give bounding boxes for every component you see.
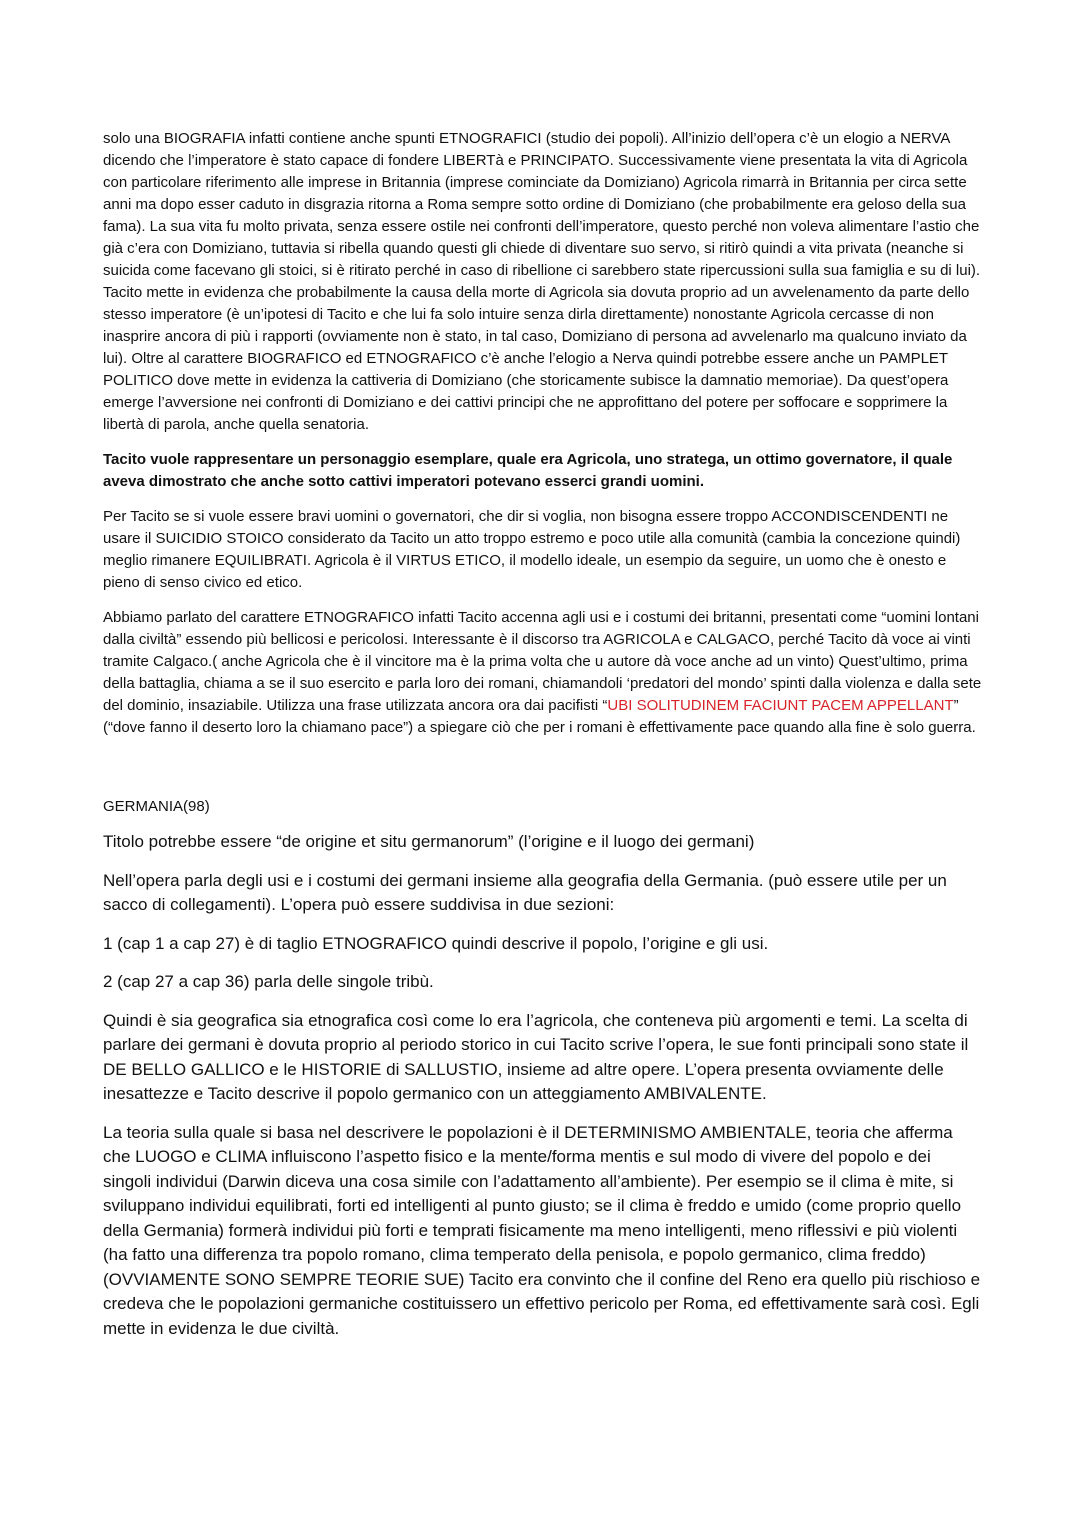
section-heading-germania: GERMANIA(98) [103,798,210,815]
list-item-section-1: 1 (cap 1 a cap 27) è di taglio ETNOGRAFICO quindi descrive il popolo, l’origine e gli usi. [103,933,769,953]
paragraph-text-after-quote: ” (“dove fanno il deserto loro la chiamano pace”) a spiegare ciò che per i romani è effettivamente pace quando alla fine è solo guerra. [103,697,976,736]
paragraph-ethnographic-calgaco [103,607,983,739]
paragraph-determinism: La teoria sulla quale si basa nel descrivere le popolazioni è il DETERMINISMO AMBIENTALE, teoria che afferma che LUOGO e CLIMA influiscono l’aspetto fisico e la mente/forma mentis e sul modo di vivere del popolo e dei singoli individui (Darwin diceva una cosa simile con l’adattamento all’ambiente). Per esempio se il clima è mite, si sviluppano individui equilibrati, forti ed intelligenti al punto giusto; se il clima è freddo e umido (come proprio quello della Germania) formerà individui più forti e temprati fisicamente ma meno intelligenti, meno riflessivi e più violenti (ha fatto una differenza tra popolo romano, clima temperato della penisola, e popolo germanico, clima freddo) (OVVIAMENTE SONO SEMPRE TEORIE SUE) Tacito era convinto che il confine del Reno era quello più rischioso e credeva che le popolazioni germaniche costituissero un effettivo pericolo per Roma, ed effettivamente sarà così. Egli mette in evidenza le due civiltà. [103,1122,981,1338]
paragraph-exemplary-figure: Tacito vuole rappresentare un personaggio esemplare, quale era Agricola, uno stratega, un ottimo governatore, il quale aveva dimostrato che anche sotto cattivi imperatori potevano esserci grandi uomini. [103,451,953,490]
paragraph-title: Titolo potrebbe essere “de origine et situ germanorum” (l’origine e il luogo dei germani) [103,832,755,851]
paragraph-text-before-quote: Abbiamo parlato del carattere ETNOGRAFICO infatti Tacito accenna agli usi e i costumi dei britanni, presentati come “uomini lontani dalla civiltà” essendo più bellicosi e pericolosi. Interessante è il discorso tra AGRICOLA e CALGACO, perché Tacito dà voce ai vinti tramite Calgaco.( anche Agricola che è il vincitore ma è la prima volta che u autore dà voce anche ad un vinto) Quest’ultimo, prima della battaglia, chiama a se il suo esercito e parla loro dei romani, chiamandoli ‘predatori del mondo’ spinti dalla violenza e dalla sete del dominio, insaziabile. Utilizza una frase utilizzata ancora ora dai pacifisti “ [103,609,982,714]
paragraph-sources: Quindi è sia geografica sia etnografica così come lo era l’agricola, che conteneva più argomenti e temi. La scelta di parlare dei germani è dovuta proprio al periodo storico in cui Tacito scrive l’opera, le sue fonti principali sono state il DE BELLO GALLICO e le HISTORIE di SALLUSTIO, insieme ad altre opere. L’opera presenta ovviamente delle inesattezze e Tacito descrive il popolo germanico con un atteggiamento AMBIVALENTE. [103,1010,969,1103]
paragraph-agricola-intro: solo una BIOGRAFIA infatti contiene anche spunti ETNOGRAFICI (studio dei popoli). All’inizio dell’opera c’è un elogio a NERVA dicendo che l’imperatore è stato capace di fondere LIBERTà e PRINCIPATO. Successivamente viene presentata la vita di Agricola con particolare riferimento alle imprese in Britannia (imprese cominciate da Domiziano) Agricola rimarrà in Britannia per circa sette anni ma dopo esser caduto in disgrazia ritorna a Roma sempre sotto ordine di Domiziano (che probabilmente era geloso della sua fama). La sua vita fu molto privata, senza essere ostile nei confronti dell’imperatore, questo perché non voleva alimentare l’astio che già c’era con Domiziano, tuttavia si ribella quando questi gli chiede di diventare suo servo, si ritirò quindi a vita privata (neanche si suicida come facevano gli stoici, si è ritirato perché in caso di ribellione ci sarebbero state ripercussioni sulla sua famiglia e su di lui). Tacito mette in evidenza che probabilmente la causa della morte di Agricola sia dovuta proprio ad un avvelenamento da parte dello stesso imperatore (è un’ipotesi di Tacito e che lui fa solo intuire senza dirla direttamente) nonostante Agricola cercasse di non inasprire ancora di più i rapporti (ovviamente non è stato, in tal caso, Domiziano di persona ad avvelenarlo ma qualcuno inviato da lui). Oltre al carattere BIOGRAFICO ed ETNOGRAFICO c’è anche l’elogio a Nerva quindi potrebbe essere anche un PAMPLET POLITICO dove mette in evidenza la cattiveria di Domiziano (che storicamente subisce la damnatio memoriae). Da quest’opera emerge l’avversione nei confronti di Domiziano e dei cattivi principi che ne approfittano del potere per soffocare e sopprimere la libertà di parola, anche quella senatoria. [103,130,981,433]
germania-section [103,830,983,1341]
agricola-section [103,128,983,739]
document-page [103,128,983,1355]
latin-quote: UBI SOLITUDINEM FACIUNT PACEM APPELLANT [607,697,954,714]
list-item-section-2: 2 (cap 27 a cap 36) parla delle singole tribù. [103,972,434,991]
paragraph-content: Nell’opera parla degli usi e i costumi dei germani insieme alla geografia della Germania. (può essere utile per un sacco di collegamenti). L’opera può essere suddivisa in due sezioni: [103,870,947,914]
paragraph-good-governor: Per Tacito se si vuole essere bravi uomini o governatori, che dir si voglia, non bisogna essere troppo ACCONDISCENDENTI ne usare il SUICIDIO STOICO considerato da Tacito un atto troppo estremo e poco utile alla comunità (cambia la concezione quindi) meglio rimanere EQUILIBRATI. Agricola è il VIRTUS ETICO, il modello ideale, un esempio da seguire, un uomo che è onesto e pieno di senso civico ed etico. [103,508,961,591]
